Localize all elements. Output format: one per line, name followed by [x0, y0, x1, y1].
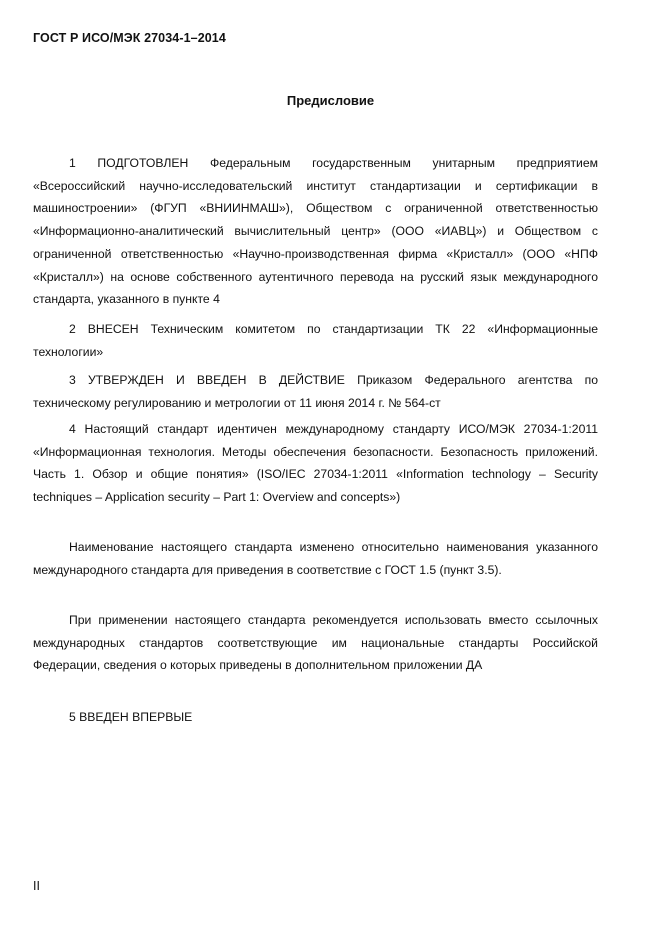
page-title: Предисловие: [286, 93, 375, 108]
paragraph-national-standards: При применении настоящего стандарта рекомендуется использовать вместо ссылочных международных стандартов соответствующие им национальные стандарты Российской Федерации, сведения о которых приведены в дополнительном приложении ДА: [33, 613, 598, 673]
paragraph-1-prepared: 1 ПОДГОТОВЛЕН Федеральным государственным унитарным предприятием «Всероссийский научно-исследовательский институт стандартизации и сертификации в машиностроении» (ФГУП «ВНИИНМАШ»), Обществом с ограниченной ответственностью «Информационно-аналитический вычислительный центр» (ООО «ИАВЦ») и Обществом с ограниченной ответственностью «Научно-производственная фирма «Кристалл» (ООО «НПФ «Кристалл») на основе собственного аутентичного перевода на русский язык международного стандарта, указанного в пункте 4: [33, 156, 598, 307]
paragraph-2-introduced: 2 ВНЕСЕН Техническим комитетом по стандартизации ТК 22 «Информационные технологии»: [33, 322, 598, 359]
paragraph-4-identical: 4 Настоящий стандарт идентичен международному стандарту ИСО/МЭК 27034-1:2011 «Информационная технология. Методы обеспечения безопасности. Безопасность приложений. Часть 1. Обзор и общие понятия» (ISO/IEC 27034-1:2011 «Information technology – Security techniques – Application security – Part 1: Overview and concepts»): [33, 422, 598, 505]
page-number: II: [33, 879, 40, 893]
paragraph-name-changed: Наименование настоящего стандарта изменено относительно наименования указанного международного стандарта для приведения в соответствие с ГОСТ 1.5 (пункт 3.5).: [33, 540, 598, 577]
paragraph-3-approved: 3 УТВЕРЖДЕН И ВВЕДЕН В ДЕЙСТВИЕ Приказом Федерального агентства по техническому регулированию и метрологии от 11 июня 2014 г. № 564-ст: [33, 373, 598, 410]
standard-code-header: ГОСТ Р ИСО/МЭК 27034-1–2014: [33, 31, 226, 45]
paragraph-5-first-introduced: 5 ВВЕДЕН ВПЕРВЫЕ: [69, 710, 193, 724]
